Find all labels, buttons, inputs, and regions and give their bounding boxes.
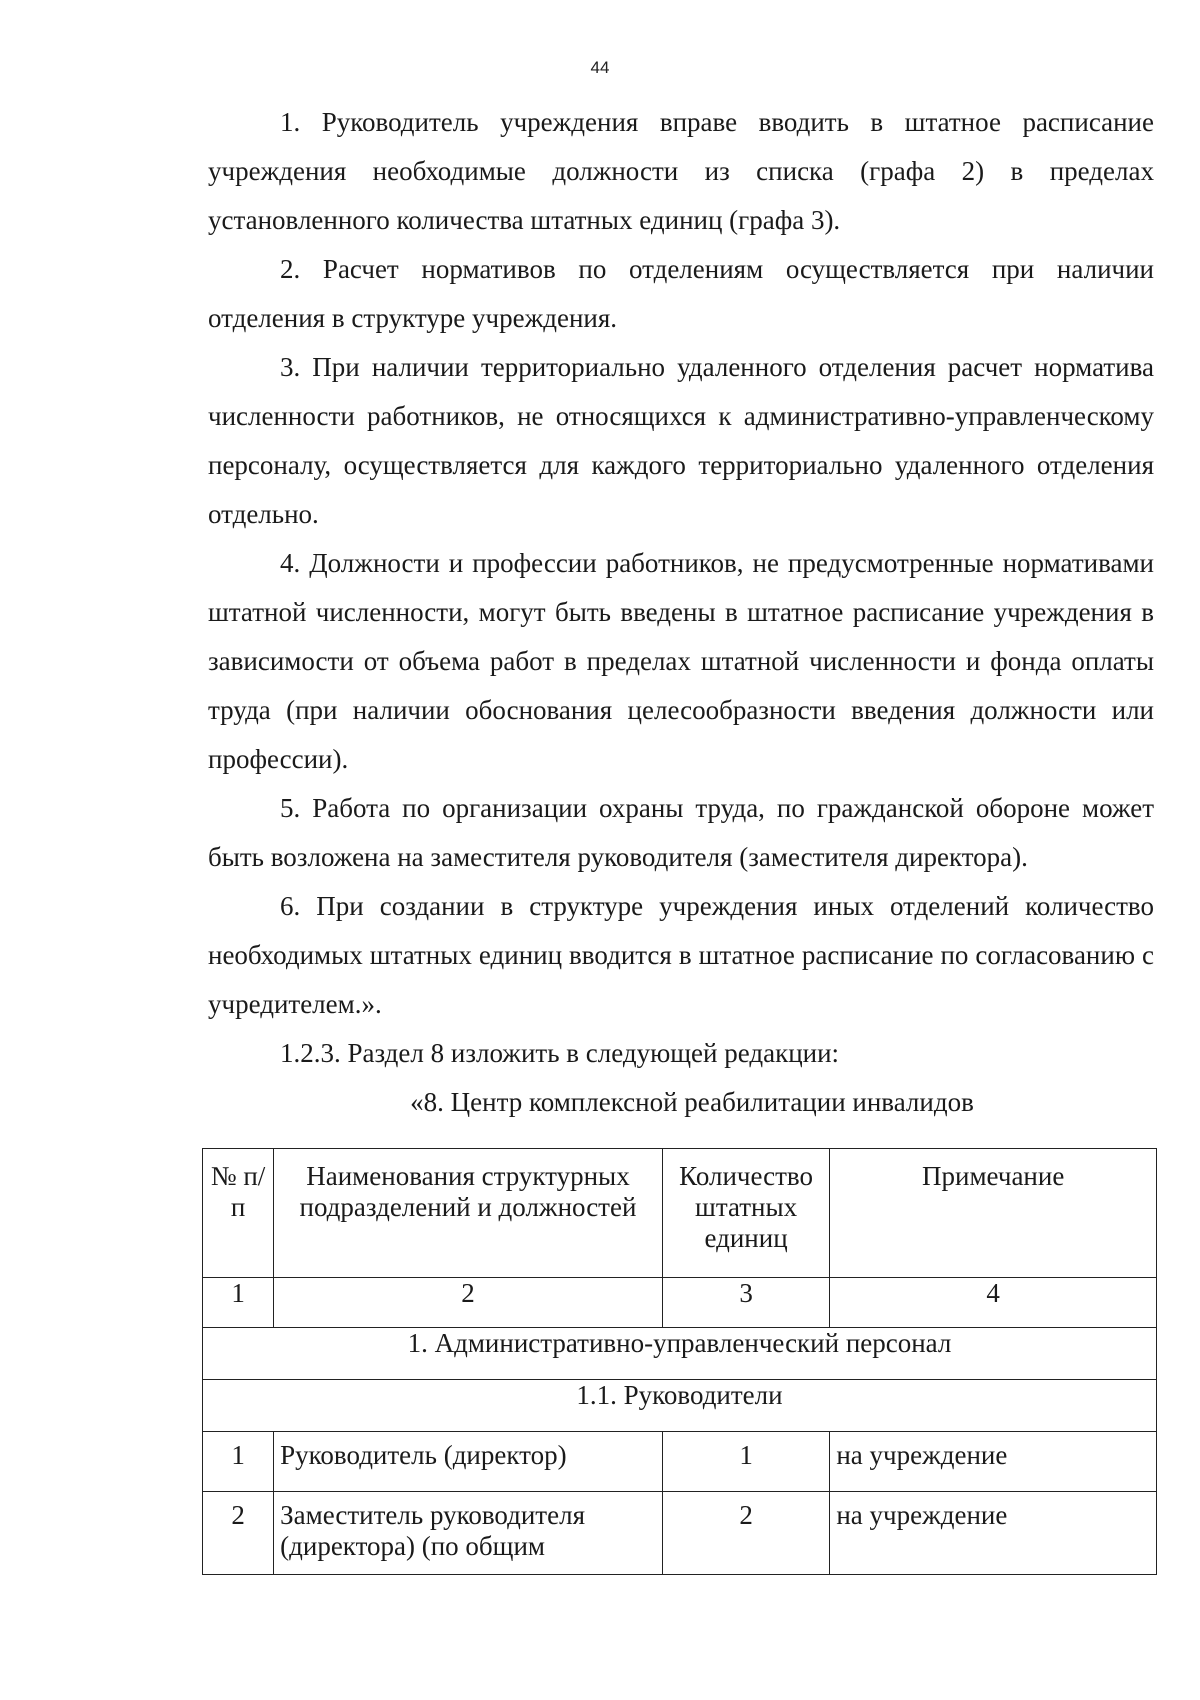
section-row bbox=[203, 1328, 1157, 1380]
position-name: Руководитель (директор) bbox=[274, 1432, 663, 1492]
position-quantity: 1 bbox=[662, 1432, 830, 1492]
table-title: «8. Центр комплексной реабилитации инвалидов bbox=[410, 1087, 974, 1117]
paragraph-3: 3. При наличии территориально удаленного отделения расчет норматива численности работников, не относящихся к административно-управленческому персоналу, осуществляется для каждого территориально удаленного отделения отдельно. bbox=[208, 352, 1154, 529]
position-quantity: 2 bbox=[662, 1492, 830, 1575]
position-note: на учреждение bbox=[830, 1492, 1157, 1575]
body-text bbox=[208, 98, 1154, 1127]
table-row bbox=[203, 1492, 1157, 1575]
subsection-row bbox=[203, 1380, 1157, 1432]
table-row bbox=[203, 1432, 1157, 1492]
paragraph-2: 2. Расчет нормативов по отделениям осуществляется при наличии отделения в структуре учреждения. bbox=[208, 254, 1154, 333]
paragraph-4: 4. Должности и профессии работников, не предусмотренные нормативами штатной численности, могут быть введены в штатное расписание учреждения в зависимости от объема работ в пределах штатной численности и фонда оплаты труда (при наличии обоснования целесообразности введения должности или профессии). bbox=[208, 548, 1154, 774]
column-number: 4 bbox=[830, 1278, 1157, 1328]
staffing-table bbox=[202, 1148, 1157, 1575]
paragraph-1: 1. Руководитель учреждения вправе вводить в штатное расписание учреждения необходимые должности из списка (графа 2) в пределах установленного количества штатных единиц (графа 3). bbox=[208, 107, 1154, 235]
paragraph-6: 6. При создании в структуре учреждения иных отделений количество необходимых штатных единиц вводится в штатное расписание по согласованию с учредителем.». bbox=[208, 891, 1154, 1019]
position-note: на учреждение bbox=[830, 1432, 1157, 1492]
paragraph-5: 5. Работа по организации охраны труда, по гражданской обороне может быть возложена на заместителя руководителя (заместителя директора). bbox=[208, 793, 1154, 872]
header-note: Примечание bbox=[830, 1149, 1157, 1278]
header-quantity: Количество штатных единиц bbox=[662, 1149, 830, 1278]
section-title: 1. Административно-управленческий персонал bbox=[203, 1328, 1157, 1380]
row-number: 2 bbox=[203, 1492, 274, 1575]
position-name: Заместитель руководителя (директора) (по общим bbox=[274, 1492, 663, 1575]
header-number: № п/п bbox=[203, 1149, 274, 1278]
row-number: 1 bbox=[203, 1432, 274, 1492]
column-number: 2 bbox=[274, 1278, 663, 1328]
column-number: 3 bbox=[662, 1278, 830, 1328]
page-number: 44 bbox=[590, 58, 610, 77]
column-number: 1 bbox=[203, 1278, 274, 1328]
section-instruction: 1.2.3. Раздел 8 изложить в следующей редакции: bbox=[280, 1038, 840, 1068]
table-header-row bbox=[203, 1149, 1157, 1278]
column-numbers-row bbox=[203, 1278, 1157, 1328]
header-name: Наименования структурных подразделений и должностей bbox=[274, 1149, 663, 1278]
subsection-title: 1.1. Руководители bbox=[203, 1380, 1157, 1432]
